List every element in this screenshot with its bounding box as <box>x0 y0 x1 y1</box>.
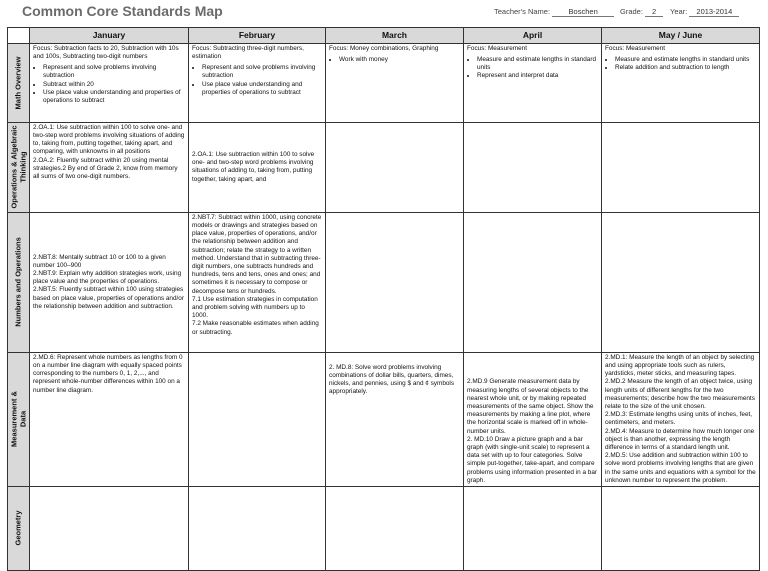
cell-nbt-february <box>189 212 326 352</box>
standard-text: 2. MD.8: Solve word problems involving combinations of dollar bills, quarters, dimes, nickels, and pennies, using $ and ¢ symbols appropriately. <box>329 363 455 396</box>
row-geometry <box>8 486 760 570</box>
focus-text: Focus: Measurement <box>467 44 528 52</box>
cell-nbt-january <box>30 212 189 352</box>
standard-text: 2.MD.9 Generate measurement data by measuring lengths of several objects to the nearest whole unit, or by making repeated measurements of the same object. Show the measurements by making a line plot, where the horizontal scale is marked off in whole-number units. 2. MD.10 Draw a picture graph and a bar graph (with single-unit scale) to represent a data set with up to four categories. Solve simple put-together, take-apart, and compare problems using information presented in a bar graph. <box>467 378 598 484</box>
cell-md-february <box>189 352 326 486</box>
page-title: Common Core Standards Map <box>22 3 223 19</box>
bullet-list <box>605 56 756 72</box>
list-item: • Work with money <box>339 56 460 64</box>
list-item: • Measure and estimate lengths in standard units <box>477 56 598 72</box>
row-label-cell <box>8 486 30 570</box>
list-item: • Use place value understanding and properties of operations to subtract <box>43 89 185 105</box>
row-label-cell <box>8 352 30 486</box>
cell-geo-february <box>189 486 326 570</box>
corner-cell <box>8 28 30 44</box>
bullet-list <box>33 64 185 105</box>
cell-geo-april <box>464 486 602 570</box>
cell-nbt-april <box>464 212 602 352</box>
row-label-cell <box>8 43 30 122</box>
focus-text: Focus: Measurement <box>605 44 666 52</box>
cell-md-april <box>464 352 602 486</box>
cell-md-may-june <box>602 352 760 486</box>
row-operations-algebraic <box>8 122 760 212</box>
cell-geo-may-june <box>602 486 760 570</box>
cell-geo-march <box>326 486 464 570</box>
month-header-row <box>8 28 760 44</box>
focus-text: Focus: Money combinations, Graphing <box>329 44 439 52</box>
bullet-list <box>329 56 460 64</box>
teacher-name-field <box>494 7 614 17</box>
month-header-may-june: May / June <box>602 28 760 44</box>
cell-overview-april <box>464 43 602 122</box>
list-item: • Represent and solve problems involving subtraction <box>43 64 185 80</box>
cell-oa-january <box>30 122 189 212</box>
bullet-list <box>192 64 322 97</box>
cell-oa-may-june <box>602 122 760 212</box>
standard-text: 2.MD.1: Measure the length of an object by selecting and using appropriate tools such as rulers, yardsticks, meter sticks, and measuring tapes. 2.MD.2 Measure the length of an object twice, using length units of different lengths for the two measurements; describe how the two measurements relate to the size of the unit chosen. 2.MD.3: Estimate lengths using units of inches, feet, centimeters, and meters. 2.MD.4: Measure to determine how much longer one object is than another, expressing the length difference in terms of a standard length unit. 2.MD.5: Use addition and subtraction within 100 to solve word problems involving lengths that are given in the same units and equations with a symbol for the unknown number to represent the problem. <box>605 353 756 484</box>
month-header-january: January <box>30 28 189 44</box>
row-label: Measurement & Data <box>8 391 27 448</box>
month-header-april: April <box>464 28 602 44</box>
grade-label: Grade: <box>620 7 643 16</box>
row-label: Geometry <box>13 510 23 546</box>
cell-nbt-may-june <box>602 212 760 352</box>
standard-text: 2.NBT.8: Mentally subtract 10 or 100 to a given number 100–900 2.NBT.9: Explain why addition strategies work, using place value and the properties of operations. 2.NBT.5: Fluently subtract within 100 using strategies based on place value, properties of operations and/or the relationship between addition and subtraction. <box>33 253 184 310</box>
year-label: Year: <box>670 7 688 16</box>
list-item: • Use place value understanding and properties of operations to subtract <box>202 81 322 97</box>
cell-geo-january <box>30 486 189 570</box>
list-item: • Measure and estimate lengths in standard units <box>615 56 756 64</box>
row-label: Numbers and Operations <box>13 237 23 328</box>
standard-text: 2.OA.1: Use subtraction within 100 to solve one- and two-step word problems involving situations of adding to, taking from, putting together, taking apart, and <box>192 151 315 183</box>
list-item: • Relate addition and subtraction to length <box>615 64 756 72</box>
row-label-cell <box>8 212 30 352</box>
cell-overview-february <box>189 43 326 122</box>
cell-nbt-march <box>326 212 464 352</box>
cell-overview-may-june <box>602 43 760 122</box>
cell-oa-april <box>464 122 602 212</box>
row-measurement-data <box>8 352 760 486</box>
row-label-cell <box>8 122 30 212</box>
teacher-name-label: Teacher's Name: <box>494 7 551 16</box>
cell-overview-january <box>30 43 189 122</box>
cell-md-march <box>326 352 464 486</box>
cell-oa-march <box>326 122 464 212</box>
year-value: 2013-2014 <box>689 7 739 17</box>
standard-text: 2.OA.1: Use subtraction within 100 to solve one- and two-step word problems involving situations of adding to, taking from, putting together, taking apart, and comparing, with unknowns in all positions 2.OA.2: Fluently subtract within 20 using mental strategies.2 By end of Grade 2, know from memory all sums of two one-digit numbers. <box>33 123 185 180</box>
row-math-overview <box>8 43 760 122</box>
row-label: Math Overview <box>13 56 23 110</box>
year-field <box>670 7 739 17</box>
teacher-name-value: Boschen <box>552 7 614 17</box>
standard-text: 2.NBT.7: Subtract within 1000, using concrete models or drawings and strategies based on place value, properties of operations, and/or the relationship between addition and subtraction; relate the strategy to a written method. Understand that in subtracting three-digit numbers, one subtracts hundreds and hundreds, tens and tens, ones and ones; and sometimes it is necessary to compose or decompose tens or hundreds. 7.1 Use estimation strategies in computation and problem solving with numbers up to 1000. 7.2 Make reasonable estimates when adding or subtracting. <box>192 213 322 336</box>
list-item: • Represent and solve problems involving subtraction <box>202 64 322 80</box>
focus-text: Focus: Subtracting three-digit numbers, estimation <box>192 44 304 61</box>
month-header-march: March <box>326 28 464 44</box>
month-header-february: February <box>189 28 326 44</box>
grade-field <box>620 7 663 17</box>
list-item: • Subtract within 20 <box>43 81 185 89</box>
row-label: Operations & Algebraic Thinking <box>8 125 27 209</box>
focus-text: Focus: Subtraction facts to 20, Subtraction with 10s and 100s, Subtracting two-digit numbers <box>33 44 179 61</box>
grade-value: 2 <box>645 7 663 17</box>
bullet-list <box>467 56 598 81</box>
standards-table <box>7 27 760 571</box>
standard-text: 2.MD.6: Represent whole numbers as lengths from 0 on a number line diagram with equally spaced points corresponding to the numbers 0, 1, 2,..., and represent whole-number differences within 100 on a number line diagram. <box>33 353 183 394</box>
cell-oa-february <box>189 122 326 212</box>
cell-md-january <box>30 352 189 486</box>
cell-overview-march <box>326 43 464 122</box>
row-numbers-operations <box>8 212 760 352</box>
list-item: • Represent and interpret data <box>477 72 598 80</box>
